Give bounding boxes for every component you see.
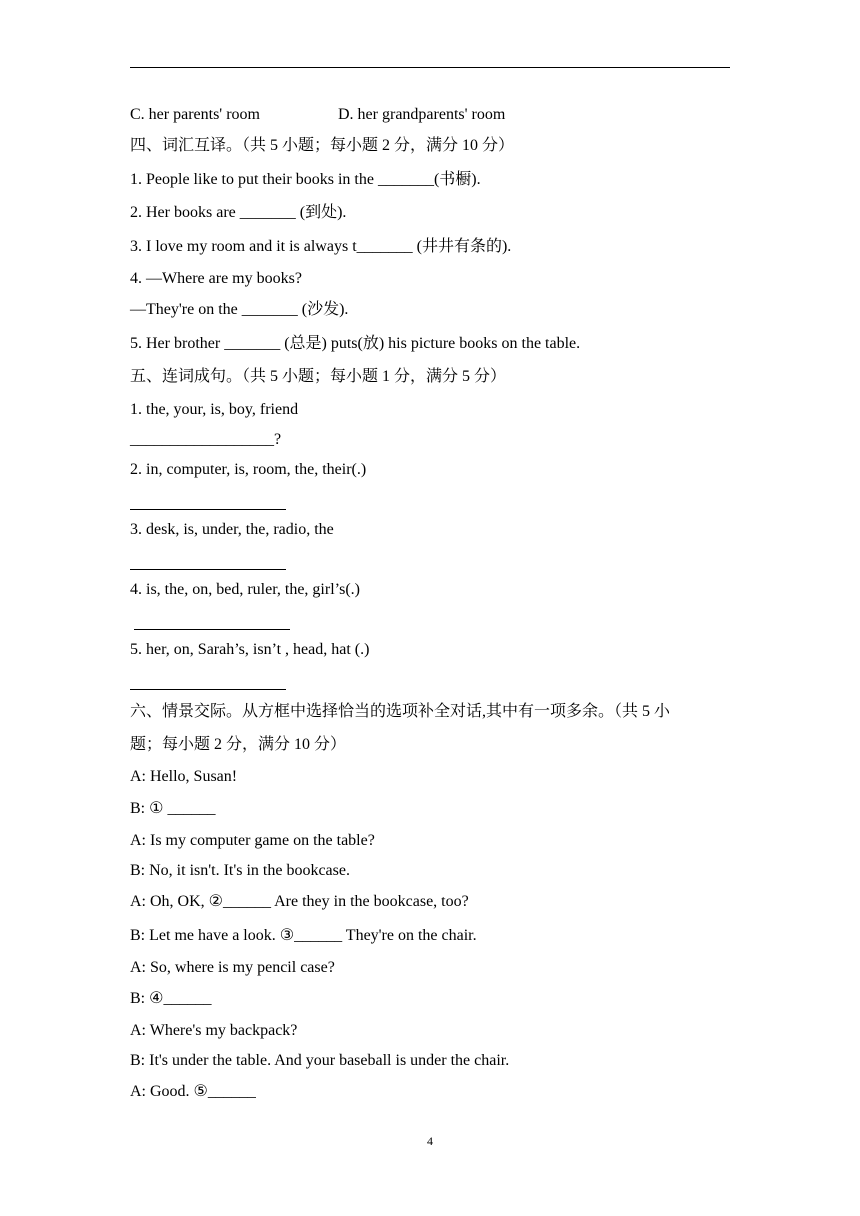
- option-d: D. her grandparents' room: [338, 106, 506, 123]
- section-4-item-2: 2. Her books are _______ (到处).: [130, 204, 347, 221]
- dialogue-line-7: A: So, where is my pencil case?: [130, 959, 335, 976]
- dialogue-line-11: A: Good. ⑤______: [130, 1083, 256, 1100]
- section-5-answer-line-4: [134, 629, 290, 630]
- page-number: 4: [427, 1134, 433, 1148]
- section-4-item-5: 5. Her brother _______ (总是) puts(放) his picture books on the table.: [130, 335, 581, 352]
- section-5-item-4: 4. is, the, on, bed, ruler, the, girl’s(.): [130, 581, 360, 598]
- section-5-item-1: 1. the, your, is, boy, friend: [130, 401, 299, 418]
- dialogue-line-6: B: Let me have a look. ③______ They're on the chair.: [130, 927, 477, 944]
- section-4-item-3: 3. I love my room and it is always t_______ (井井有条的).: [130, 238, 512, 255]
- section-4-item-4-answer: —They're on the _______ (沙发).: [130, 301, 349, 318]
- option-c: C. her parents' room: [130, 106, 260, 123]
- section-5-item-3: 3. desk, is, under, the, radio, the: [130, 521, 334, 538]
- section-5-answer-1: __________________?: [130, 431, 282, 448]
- dialogue-line-1: A: Hello, Susan!: [130, 768, 238, 785]
- dialogue-line-4: B: No, it isn't. It's in the bookcase.: [130, 862, 350, 879]
- section-5-answer-line-5: [130, 689, 286, 690]
- section-4-heading: 四、词汇互译。（共 5 小题；每小题 2 分，满分 10 分）: [130, 137, 515, 154]
- dialogue-line-10: B: It's under the table. And your baseball is under the chair.: [130, 1052, 510, 1069]
- dialogue-line-3: A: Is my computer game on the table?: [130, 832, 375, 849]
- section-6-heading: 六、情景交际。从方框中选择恰当的选项补全对话,其中有一项多余。（共 5 小: [130, 703, 671, 720]
- section-5-heading: 五、连词成句。（共 5 小题；每小题 1 分，满分 5 分）: [130, 368, 507, 385]
- section-4-item-4-question: 4. —Where are my books?: [130, 270, 302, 287]
- section-5-item-5: 5. her, on, Sarah’s, isn’t , head, hat (.): [130, 641, 370, 658]
- section-6-heading-cont: 题；每小题 2 分，满分 10 分）: [130, 736, 347, 753]
- dialogue-line-8: B: ④______: [130, 990, 212, 1007]
- dialogue-line-5: A: Oh, OK, ②______ Are they in the bookcase, too?: [130, 893, 469, 910]
- section-5-answer-line-3: [130, 569, 286, 570]
- section-5-answer-line-2: [130, 509, 286, 510]
- top-rule: [130, 67, 730, 68]
- section-4-item-1: 1. People like to put their books in the _______(书橱).: [130, 171, 481, 188]
- dialogue-line-9: A: Where's my backpack?: [130, 1022, 298, 1039]
- dialogue-line-2: B: ① ______: [130, 800, 216, 817]
- section-5-item-2: 2. in, computer, is, room, the, their(.): [130, 461, 367, 478]
